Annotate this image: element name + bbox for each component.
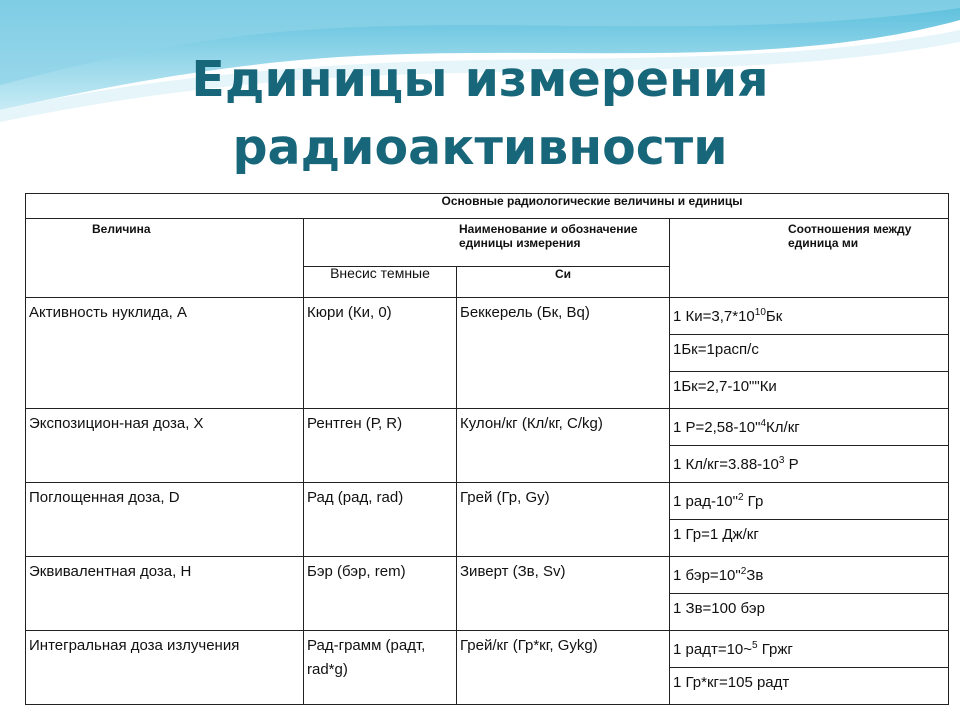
cell-quantity: Активность нуклида, А <box>26 298 304 409</box>
cell-relation <box>670 446 949 483</box>
relation-unit: Бк <box>765 308 783 325</box>
cell-si: Кулон/кг (Кл/кг, C/kg) <box>457 409 670 483</box>
cell-relation <box>670 372 949 409</box>
table-row <box>26 298 949 335</box>
cell-relation <box>670 557 949 594</box>
header-relations: Соотношения между единица ми <box>670 219 949 298</box>
cell-relation <box>670 520 949 557</box>
title-line-2: радиоактивности <box>232 119 728 176</box>
relation-exponent: 4 <box>760 418 767 429</box>
cell-non-si: Рентген (Р, R) <box>304 409 457 483</box>
units-table <box>25 193 949 705</box>
relation-exponent: 5 <box>752 640 758 651</box>
relation-text: 1Бк=2,7-10""Ки <box>673 378 777 395</box>
relation-unit: Р <box>784 456 799 473</box>
table-caption-row <box>26 194 949 219</box>
relation-text: 1 Гр*кг=105 радт <box>673 674 790 691</box>
cell-non-si: Бэр (бэр, rem) <box>304 557 457 631</box>
cell-quantity: Интегральная доза излучения <box>26 631 304 705</box>
cell-quantity: Эквивалентная доза, H <box>26 557 304 631</box>
cell-quantity: Экспозицион-ная доза, X <box>26 409 304 483</box>
relation-exponent: 3 <box>778 455 785 466</box>
cell-si: Грей (Гр, Gy) <box>457 483 670 557</box>
relation-text: 1 Зв=100 бэр <box>673 600 765 617</box>
relation-text: 1 рад-10" <box>673 493 738 510</box>
relation-unit: Гр <box>743 493 764 510</box>
cell-relation <box>670 409 949 446</box>
cell-non-si: Рад-грамм (радт, rad*g) <box>304 631 457 705</box>
relation-exponent: 2 <box>737 492 744 503</box>
title-line-1: Единицы измерения <box>191 51 769 108</box>
relation-text: 1 Гр=1 Дж/кг <box>673 526 759 543</box>
header-quantity: Величина <box>26 219 304 298</box>
relation-unit: Зв <box>746 567 764 584</box>
relation-text: 1 радт=10~ <box>673 641 753 658</box>
header-unit-name: Наименование и обозначение единицы измерения <box>304 219 670 267</box>
relation-text: 1 Кл/кг=3.88-10 <box>673 456 779 473</box>
slide-title <box>0 46 960 182</box>
cell-non-si: Кюри (Ки, 0) <box>304 298 457 409</box>
table-row <box>26 483 949 520</box>
cell-relation <box>670 668 949 705</box>
relation-text: 1Бк=1расп/с <box>673 341 759 358</box>
relation-text: 1 бэр=10" <box>673 567 741 584</box>
table-header-row <box>26 219 949 267</box>
table-row <box>26 409 949 446</box>
cell-si: Беккерель (Бк, Bq) <box>457 298 670 409</box>
cell-relation <box>670 298 949 335</box>
cell-relation <box>670 483 949 520</box>
cell-si: Грей/кг (Гр*кг, Gykg) <box>457 631 670 705</box>
relation-text: 1 Ки=3,7*10 <box>673 308 755 325</box>
cell-relation <box>670 594 949 631</box>
cell-non-si: Рад (рад, rad) <box>304 483 457 557</box>
relation-text: 1 Р=2,58-10" <box>673 419 761 436</box>
table-caption: Основные радиологические величины и единицы <box>441 194 743 208</box>
relation-exponent: 2 <box>740 566 747 577</box>
cell-si: Зиверт (Зв, Sv) <box>457 557 670 631</box>
cell-relation <box>670 335 949 372</box>
table-row <box>26 557 949 594</box>
relation-unit: Кл/кг <box>766 419 800 436</box>
cell-quantity: Поглощенная доза, D <box>26 483 304 557</box>
cell-relation <box>670 631 949 668</box>
table-row <box>26 631 949 668</box>
header-non-si: Внесис темные <box>304 267 457 298</box>
header-si: Си <box>457 267 670 298</box>
relation-exponent: 10 <box>754 307 766 318</box>
relation-unit: Гржг <box>757 641 793 658</box>
